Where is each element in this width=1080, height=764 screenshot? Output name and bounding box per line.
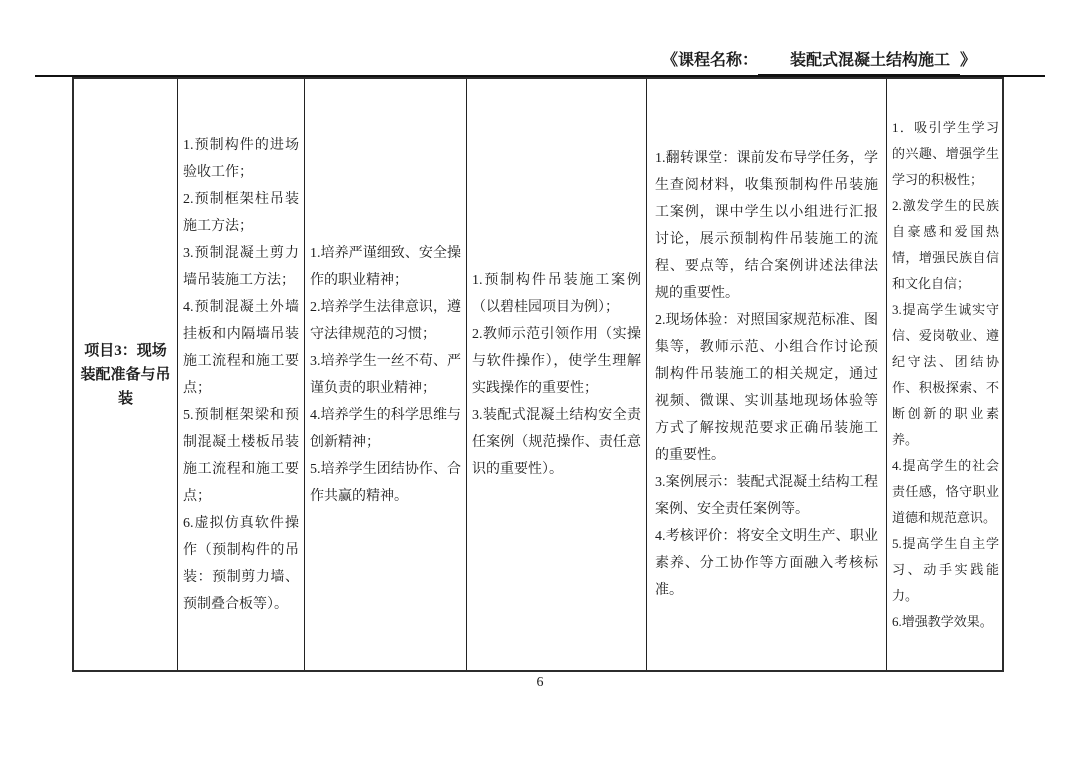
course-name-underline	[758, 49, 960, 76]
teaching-method-item: 3.案例展示：装配式混凝土结构工程案例、安全责任案例等。	[655, 475, 878, 517]
ideological-goal-item: 5.培养学生团结协作、合作共赢的精神。	[310, 461, 461, 504]
knowledge-point-item: 2.预制框架柱吊装施工方法；	[183, 191, 299, 234]
teaching-case-item: 2.教师示范引领作用（实操与软件操作），使学生理解实践操作的重要性；	[472, 326, 641, 396]
page-number: 6	[536, 675, 544, 690]
knowledge-point-item: 6.虚拟仿真软件操作（预制构件的吊装：预制剪力墙、预制叠合板等）。	[183, 515, 299, 612]
knowledge-point-item: 1.预制构件的进场验收工作；	[183, 137, 299, 180]
knowledge-point-item: 3.预制混凝土剪力墙吊装施工方法；	[183, 245, 299, 288]
ideological-goal-item: 2.培养学生法律意识，遵守法律规范的习惯；	[310, 299, 461, 342]
expected-effect-item: 5.提高学生自主学习、动手实践能力。	[892, 535, 999, 603]
course-name-closing-bracket: 》	[959, 52, 976, 69]
knowledge-point-item: 5.预制框架梁和预制混凝土楼板吊装施工流程和施工要点；	[183, 407, 299, 504]
ideological-goal-item: 3.培养学生一丝不苟、严谨负责的职业精神；	[310, 353, 461, 396]
cell-expected-effects	[887, 79, 1004, 670]
syllabus-table	[72, 77, 1004, 672]
cell-teaching-methods	[647, 79, 887, 670]
teaching-case-item: 1.预制构件吊装施工案例（以碧桂园项目为例）；	[472, 272, 641, 315]
teaching-method-item: 1.翻转课堂：课前发布导学任务，学生查阅材料，收集预制构件吊装施工案例，课中学生以小组进行汇报讨论，展示预制构件吊装施工的流程、要点等，结合案例讲述法律法规的重要性。	[655, 151, 878, 301]
expected-effect-item: 4.提高学生的社会责任感，恪守职业道德和规范意识。	[892, 457, 999, 525]
knowledge-point-item: 4.预制混凝土外墙挂板和内隔墙吊装施工流程和施工要点；	[183, 299, 299, 396]
ideological-goal-item: 1.培养严谨细致、安全操作的职业精神；	[310, 245, 461, 288]
page-header	[662, 49, 976, 76]
ideological-goal-item: 4.培养学生的科学思维与创新精神；	[310, 407, 461, 450]
teaching-method-item: 4.考核评价：将安全文明生产、职业素养、分工协作等方面融入考核标准。	[655, 529, 878, 598]
course-name-label: 《课程名称：	[661, 52, 758, 69]
cell-ideological-goals	[305, 79, 467, 670]
teaching-method-item: 2.现场体验：对照国家规范标准、图集等，教师示范、小组合作讨论预制构件吊装施工的相关规定，通过视频、微课、实训基地现场体验等方式了解按规范要求正确吊装施工的重要性。	[655, 313, 878, 463]
expected-effect-item: 3.提高学生诚实守信、爱岗敬业、遵纪守法、团结协作、积极探索、不断创新的职业素养。	[892, 301, 999, 447]
cell-teaching-cases	[467, 79, 647, 670]
course-name: 装配式混凝土结构施工	[789, 52, 950, 69]
teaching-case-item: 3.装配式混凝土结构安全责任案例（规范操作、责任意识的重要性）。	[472, 407, 641, 477]
project-title: 项目3：现场装配准备与吊装	[80, 342, 171, 407]
expected-effect-item: 2.激发学生的民族自豪感和爱国热情，增强民族自信和文化自信；	[892, 197, 999, 291]
expected-effect-item: 6.增强教学效果。	[892, 613, 993, 629]
expected-effect-item: 1．吸引学生学习的兴趣、增强学生学习的积极性；	[892, 119, 999, 187]
cell-project-title	[74, 79, 178, 670]
cell-knowledge-points	[178, 79, 305, 670]
